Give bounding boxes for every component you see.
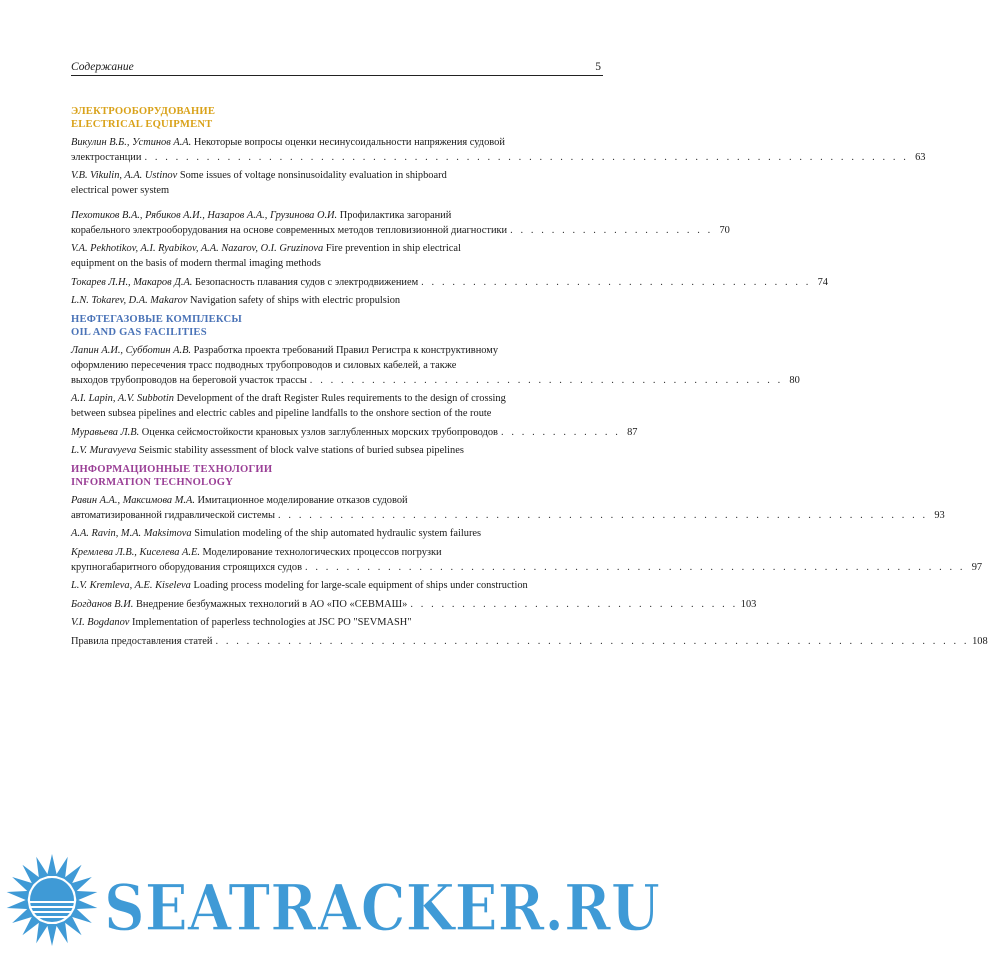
authors: L.N. Tokarev, D.A. Makarov xyxy=(71,295,188,306)
article-title: Разработка проекта требований Правил Регистра к конструктивному xyxy=(193,345,499,356)
page-number: 108 xyxy=(972,636,988,647)
article-title: Development of the draft Register Rules requirements to the design of crossing xyxy=(176,393,506,404)
toc-entry-en xyxy=(71,526,603,541)
dot-leader: . . . . . . . . . . . . . . . . . . . . . . . . . . . . . . . . . . . . . . . . . . . . . . xyxy=(309,375,783,386)
page-number: 103 xyxy=(740,599,757,610)
toc-entry-en xyxy=(71,391,603,421)
toc-entry-rules[interactable] xyxy=(71,634,988,649)
toc-entry-ru[interactable] xyxy=(71,135,926,165)
authors: Викулин В.Б., Устинов А.А. xyxy=(71,137,192,148)
article-title: Оценка сейсмостойкости крановых узлов заглубленных морских трубопроводов xyxy=(141,427,498,438)
page-number: 97 xyxy=(971,562,983,573)
toc-entry-ru[interactable] xyxy=(71,545,983,575)
section-title-en: OIL AND GAS FACILITIES xyxy=(71,326,207,338)
authors: Богданов В.И. xyxy=(71,599,134,610)
toc-entry-en xyxy=(71,443,603,458)
article-title: electrical power system xyxy=(71,185,170,196)
header-title: Содержание xyxy=(71,61,134,73)
section-title-ru: НЕФТЕГАЗОВЫЕ КОМПЛЕКСЫ xyxy=(71,314,242,325)
authors: Лапин А.И., Субботин А.В. xyxy=(71,345,192,356)
dot-leader: . . . . . . . . . . . . . . . . . . . . . . . . . . . . . . . . . . . . . . . . . . . . . . . . . . . . . . . . . . . . . . . . . . . . . . . . . xyxy=(215,636,970,647)
toc-entry-en xyxy=(71,578,603,593)
dot-leader: . . . . . . . . . . . . . . . . . . . . . . . . . . . . . . . . xyxy=(410,599,738,610)
logo-text: SEATRACKER.RU xyxy=(104,871,660,946)
toc-entry-ru[interactable] xyxy=(71,343,800,388)
authors: L.V. Muravyeva xyxy=(71,445,137,456)
article-title: Implementation of paperless technologies at JSC PO "SEVMASH" xyxy=(132,617,412,628)
dot-leader: . . . . . . . . . . . . . . . . . . . . . . . . . . . . . . . . . . . . . . . . . . . . . . . . . . . . . . . . . . . . . . . xyxy=(278,510,928,521)
seatracker-logo xyxy=(0,850,673,953)
article-title: Some issues of voltage nonsinusoidality evaluation in shipboard xyxy=(179,170,447,181)
authors: V.B. Vikulin, A.A. Ustinov xyxy=(71,170,178,181)
article-title: Fire prevention in ship electrical xyxy=(325,243,461,254)
authors: Равин А.А., Максимова М.А. xyxy=(71,495,195,506)
running-header xyxy=(71,59,603,76)
page-number: 74 xyxy=(817,277,828,288)
article-title: оформлению пересечения трасс подводных трубопроводов и силовых кабелей, а также xyxy=(71,360,457,371)
toc-entry-en xyxy=(71,615,603,630)
dot-leader: . . . . . . . . . . . . . . . . . . . . xyxy=(510,225,713,236)
toc-entry-en xyxy=(71,293,603,308)
toc-entry-en xyxy=(71,168,603,198)
page-number: 80 xyxy=(789,375,800,386)
authors: Муравьева Л.В. xyxy=(71,427,140,438)
page-number: 63 xyxy=(915,152,926,163)
article-title: Navigation safety of ships with electric propulsion xyxy=(190,295,401,306)
authors: Токарев Л.Н., Макаров Д.А. xyxy=(71,277,193,288)
rules-label: Правила предоставления статей xyxy=(71,636,213,647)
page-number: 87 xyxy=(627,427,638,438)
page-number: 70 xyxy=(719,225,730,236)
toc-entry-ru[interactable] xyxy=(71,425,638,440)
dot-leader: . . . . . . . . . . . . xyxy=(500,427,621,438)
article-title: Безопасность плавания судов с электродвижением xyxy=(195,277,419,288)
dot-leader: . . . . . . . . . . . . . . . . . . . . . . . . . . . . . . . . . . . . . . . . . . . . . . . . . . . . . . . . . . . . . . . . . . . . . . . . . . xyxy=(144,152,909,163)
authors: A.A. Ravin, M.A. Maksimova xyxy=(71,528,192,539)
dot-leader: . . . . . . . . . . . . . . . . . . . . . . . . . . . . . . . . . . . . . . xyxy=(421,277,811,288)
authors: V.I. Bogdanov xyxy=(71,617,130,628)
article-title: Имитационное моделирование отказов судовой xyxy=(197,495,408,506)
article-title: Моделирование технологических процессов погрузки xyxy=(202,547,442,558)
article-title: Некоторые вопросы оценки несинусоидальности напряжения судовой xyxy=(193,137,505,148)
authors: Пехотиков В.А., Рябиков А.И., Назаров А.А., Грузинова О.И. xyxy=(71,210,338,221)
table-of-contents xyxy=(71,106,988,649)
article-title: корабельного электрооборудования на основе современных методов тепловизионной диагностики xyxy=(71,225,508,236)
article-title: between subsea pipelines and electric cables and pipeline landfalls to the onshore section of the route xyxy=(71,408,492,419)
article-title: Seismic stability assessment of block valve stations of buried subsea pipelines xyxy=(138,445,464,456)
section-title-en: ELECTRICAL EQUIPMENT xyxy=(71,118,213,130)
authors: A.I. Lapin, A.V. Subbotin xyxy=(71,393,174,404)
article-title: Профилактика загораний xyxy=(339,210,452,221)
toc-entry-ru[interactable] xyxy=(71,208,730,238)
section-heading-it xyxy=(71,464,603,489)
section-title-ru: ИНФОРМАЦИОННЫЕ ТЕХНОЛОГИИ xyxy=(71,464,273,475)
authors: L.V. Kremleva, A.E. Kiseleva xyxy=(71,580,191,591)
toc-entry-ru[interactable] xyxy=(71,275,828,290)
page-number: 93 xyxy=(934,510,945,521)
article-title: Внедрение безбумажных технологий в АО «ПО «СЕВМАШ» xyxy=(135,599,408,610)
header-page-number: 5 xyxy=(595,61,601,73)
dot-leader: . . . . . . . . . . . . . . . . . . . . . . . . . . . . . . . . . . . . . . . . . . . . . . . . . . . . . . . . . . . . . . . . xyxy=(304,562,966,573)
article-title: электростанции xyxy=(71,152,142,163)
article-title: крупногабаритного оборудования строящихся судов xyxy=(71,562,302,573)
toc-entry-en xyxy=(71,241,603,271)
authors: Кремлева Л.В., Киселева А.Е. xyxy=(71,547,200,558)
section-heading-electrical xyxy=(71,106,603,131)
authors: V.A. Pekhotikov, A.I. Ryabikov, A.A. Nazarov, O.I. Gruzinova xyxy=(71,243,324,254)
article-title: выходов трубопроводов на береговой участок трассы xyxy=(71,375,307,386)
toc-entry-ru[interactable] xyxy=(71,597,757,612)
article-title: автоматизированной гидравлической системы xyxy=(71,510,276,521)
section-heading-oil-gas xyxy=(71,314,603,339)
section-title-en: INFORMATION TECHNOLOGY xyxy=(71,476,234,488)
sun-burst-icon xyxy=(6,854,98,946)
article-title: Loading process modeling for large-scale equipment of ships under construction xyxy=(193,580,528,591)
section-title-ru: ЭЛЕКТРООБОРУДОВАНИЕ xyxy=(71,106,216,117)
article-title: Simulation modeling of the ship automated hydraulic system failures xyxy=(194,528,482,539)
toc-entry-ru[interactable] xyxy=(71,493,945,523)
article-title: equipment on the basis of modern thermal imaging methods xyxy=(71,258,321,269)
